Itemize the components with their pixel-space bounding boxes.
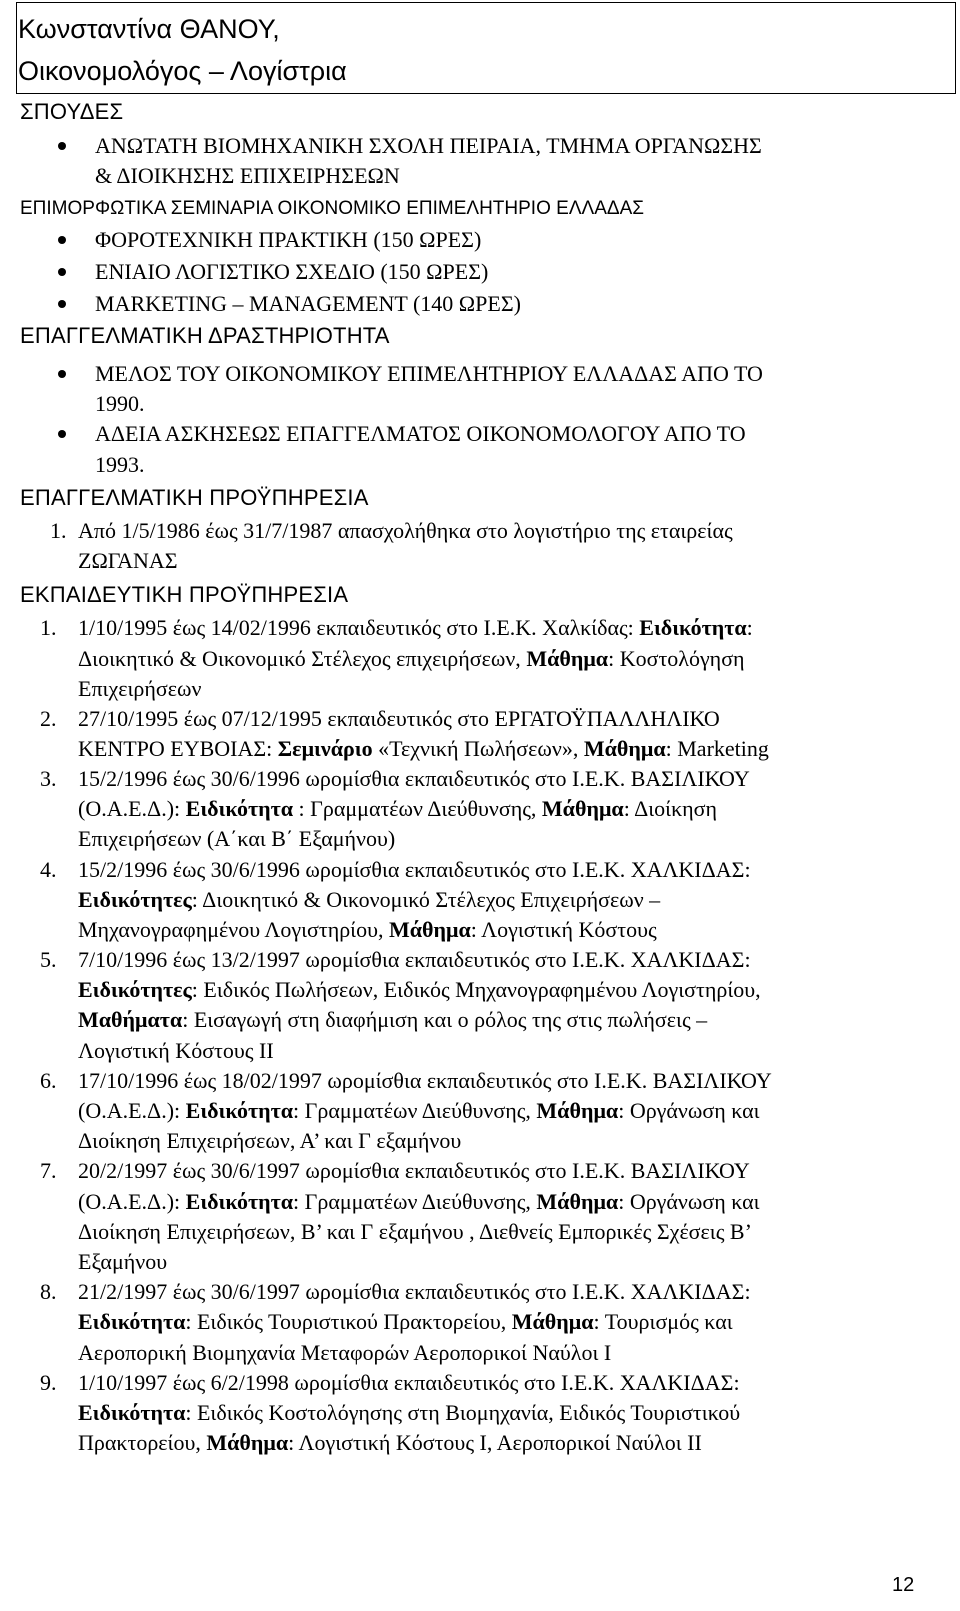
teaching-item-line: Λογιστική Κόστους ΙΙ: [78, 1038, 274, 1063]
list-number: 8.: [40, 1279, 57, 1304]
teaching-item-line: 15/2/1996 έως 30/6/1996 ωρομίσθια εκπαιδευτικός στο Ι.Ε.Κ. ΧΑΛΚΙΔΑΣ:: [78, 857, 751, 882]
activity-item-line: 1990.: [95, 391, 145, 416]
list-number: 1.: [40, 615, 57, 640]
bullet-icon: [58, 142, 66, 150]
list-number: 9.: [40, 1370, 57, 1395]
seminars-label: ΕΠΙΜΟΡΦΩΤΙΚΑ ΣΕΜΙΝΑΡΙΑ ΟΙΚΟΝΟΜΙΚΟ ΕΠΙΜΕΛΗΤΗΡΙΟ ΕΛΛΑΔΑΣ: [20, 198, 644, 219]
teaching-item-line: Ειδικότητες: Ειδικός Πωλήσεων, Ειδικός Μηχανογραφημένου Λογιστηρίου,: [78, 977, 761, 1002]
teaching-item-line: Διοίκηση Επιχειρήσεων, Β’ και Γ εξαμήνου , Διεθνείς Εμπορικές Σχέσεις Β’: [78, 1219, 752, 1244]
studies-item-line: & ΔΙΟΙΚΗΣΗΣ ΕΠΙΧΕΙΡΗΣΕΩΝ: [95, 163, 400, 188]
experience-item-line: Από 1/5/1986 έως 31/7/1987 απασχολήθηκα στο λογιστήριο της εταιρείας: [78, 518, 733, 543]
teaching-item-line: Επιχειρήσεων (Α΄και Β΄ Εξαμήνου): [78, 826, 396, 851]
teaching-item-line: Διοίκηση Επιχειρήσεων, Α’ και Γ εξαμήνου: [78, 1128, 462, 1153]
teaching-item-line: Διοικητικό & Οικονομικό Στέλεχος επιχειρήσεων, Μάθημα: Κοστολόγηση: [78, 646, 745, 671]
teaching-item-line: (Ο.Α.Ε.Δ.): Ειδικότητα: Γραμματέων Διεύθυνσης, Μάθημα: Οργάνωση και: [78, 1189, 760, 1214]
section-heading-teaching: ΕΚΠΑΙΔΕΥΤΙΚΗ ΠΡΟΫΠΗΡΕΣΙΑ: [20, 582, 349, 607]
teaching-item-line: Αεροπορική Βιομηχανία Μεταφορών Αεροπορικοί Ναύλοι Ι: [78, 1340, 612, 1365]
teaching-item-line: 20/2/1997 έως 30/6/1997 ωρομίσθια εκπαιδευτικός στο Ι.Ε.Κ. ΒΑΣΙΛΙΚΟΥ: [78, 1158, 750, 1183]
bullet-icon: [58, 430, 66, 438]
list-number: 2.: [40, 706, 57, 731]
list-number: 4.: [40, 857, 57, 882]
teaching-item-line: Ειδικότητες: Διοικητικό & Οικονομικό Στέλεχος Επιχειρήσεων –: [78, 887, 661, 912]
teaching-item-line: (Ο.Α.Ε.Δ.): Ειδικότητα : Γραμματέων Διεύθυνσης, Μάθημα: Διοίκηση: [78, 796, 718, 821]
teaching-item-line: 27/10/1995 έως 07/12/1995 εκπαιδευτικός στο ΕΡΓΑΤΟΫΠΑΛΛΗΛΙΚΟ: [78, 706, 720, 731]
activity-item-line: ΑΔΕΙΑ ΑΣΚΗΣΕΩΣ ΕΠΑΓΓΕΛΜΑΤΟΣ ΟΙΚΟΝΟΜΟΛΟΓΟΥ ΑΠΟ ΤΟ: [95, 421, 746, 446]
bullet-icon: [58, 236, 66, 244]
teaching-item-line: Πρακτορείου, Μάθημα: Λογιστική Κόστους Ι, Αεροπορικοί Ναύλοι ΙΙ: [78, 1430, 702, 1455]
teaching-item-line: 7/10/1996 έως 13/2/1997 ωρομίσθια εκπαιδευτικός στο Ι.Ε.Κ. ΧΑΛΚΙΔΑΣ:: [78, 947, 751, 972]
list-number: 5.: [40, 947, 57, 972]
seminar-item: ΕΝΙΑΙΟ ΛΟΓΙΣΤΙΚΟ ΣΧΕΔΙΟ (150 ΩΡΕΣ): [95, 259, 489, 284]
teaching-item-line: 1/10/1997 έως 6/2/1998 ωρομίσθια εκπαιδευτικός στο Ι.Ε.Κ. ΧΑΛΚΙΔΑΣ:: [78, 1370, 740, 1395]
teaching-item-line: Επιχειρήσεων: [78, 676, 202, 701]
list-number: 3.: [40, 766, 57, 791]
page-number: 12: [892, 1574, 915, 1596]
teaching-item-line: Μηχανογραφημένου Λογιστηρίου, Μάθημα: Λογιστική Κόστους: [78, 917, 657, 942]
teaching-item-line: ΚΕΝΤΡΟ ΕΥΒΟΙΑΣ: Σεμινάριο «Τεχνική Πωλήσεων», Μάθημα: Marketing: [78, 736, 769, 761]
experience-item-line: ΖΩΓΑΝΑΣ: [78, 548, 178, 573]
teaching-item-line: Εξαμήνου: [78, 1249, 168, 1274]
teaching-item-line: Μαθήματα: Εισαγωγή στη διαφήμιση και ο ρόλος της στις πωλήσεις –: [78, 1007, 708, 1032]
teaching-item-line: 21/2/1997 έως 30/6/1997 ωρομίσθια εκπαιδευτικός στο Ι.Ε.Κ. ΧΑΛΚΙΔΑΣ:: [78, 1279, 751, 1304]
teaching-item-line: Ειδικότητα: Ειδικός Κοστολόγησης στη Βιομηχανία, Ειδικός Τουριστικού: [78, 1400, 741, 1425]
teaching-item-line: (Ο.Α.Ε.Δ.): Ειδικότητα: Γραμματέων Διεύθυνσης, Μάθημα: Οργάνωση και: [78, 1098, 760, 1123]
teaching-item-line: 15/2/1996 έως 30/6/1996 ωρομίσθια εκπαιδευτικός στο Ι.Ε.Κ. ΒΑΣΙΛΙΚΟΥ: [78, 766, 750, 791]
section-heading-experience: ΕΠΑΓΓΕΛΜΑΤΙΚΗ ΠΡΟΫΠΗΡΕΣΙΑ: [20, 485, 369, 510]
bullet-icon: [58, 268, 66, 276]
bullet-icon: [58, 370, 66, 378]
studies-item-line: ΑΝΩΤΑΤΗ ΒΙΟΜΗΧΑΝΙΚΗ ΣΧΟΛΗ ΠΕΙΡΑΙΑ, ΤΜΗΜΑ ΟΡΓΑΝΩΣΗΣ: [95, 133, 762, 158]
section-heading-studies: ΣΠΟΥΔΕΣ: [20, 99, 124, 124]
person-name: Κωνσταντίνα ΘΑΝΟΥ,: [18, 14, 280, 44]
bullet-icon: [58, 300, 66, 308]
seminar-item: ΦΟΡΟΤΕΧΝΙΚΗ ΠΡΑΚΤΙΚΗ (150 ΩΡΕΣ): [95, 227, 482, 252]
teaching-item-line: Ειδικότητα: Ειδικός Τουριστικού Πρακτορείου, Μάθημα: Τουρισμός και: [78, 1309, 733, 1334]
person-profession: Οικονομολόγος – Λογίστρια: [18, 56, 347, 86]
seminar-item: MARKETING – MANAGEMENT (140 ΩΡΕΣ): [95, 291, 521, 316]
activity-item-line: 1993.: [95, 452, 145, 477]
activity-item-line: ΜΕΛΟΣ ΤΟΥ ΟΙΚΟΝΟΜΙΚΟΥ ΕΠΙΜΕΛΗΤΗΡΙΟΥ ΕΛΛΑΔΑΣ ΑΠΟ ΤΟ: [95, 361, 763, 386]
list-number: 7.: [40, 1158, 57, 1183]
teaching-item-line: 17/10/1996 έως 18/02/1997 ωρομίσθια εκπαιδευτικός στο Ι.Ε.Κ. ΒΑΣΙΛΙΚΟΥ: [78, 1068, 772, 1093]
list-number: 6.: [40, 1068, 57, 1093]
teaching-item-line: 1/10/1995 έως 14/02/1996 εκπαιδευτικός στο Ι.Ε.Κ. Χαλκίδας: Ειδικότητα:: [78, 615, 753, 640]
section-heading-activity: ΕΠΑΓΓΕΛΜΑΤΙΚΗ ΔΡΑΣΤΗΡΙΟΤΗΤΑ: [20, 323, 390, 348]
list-number: 1.: [50, 518, 67, 543]
